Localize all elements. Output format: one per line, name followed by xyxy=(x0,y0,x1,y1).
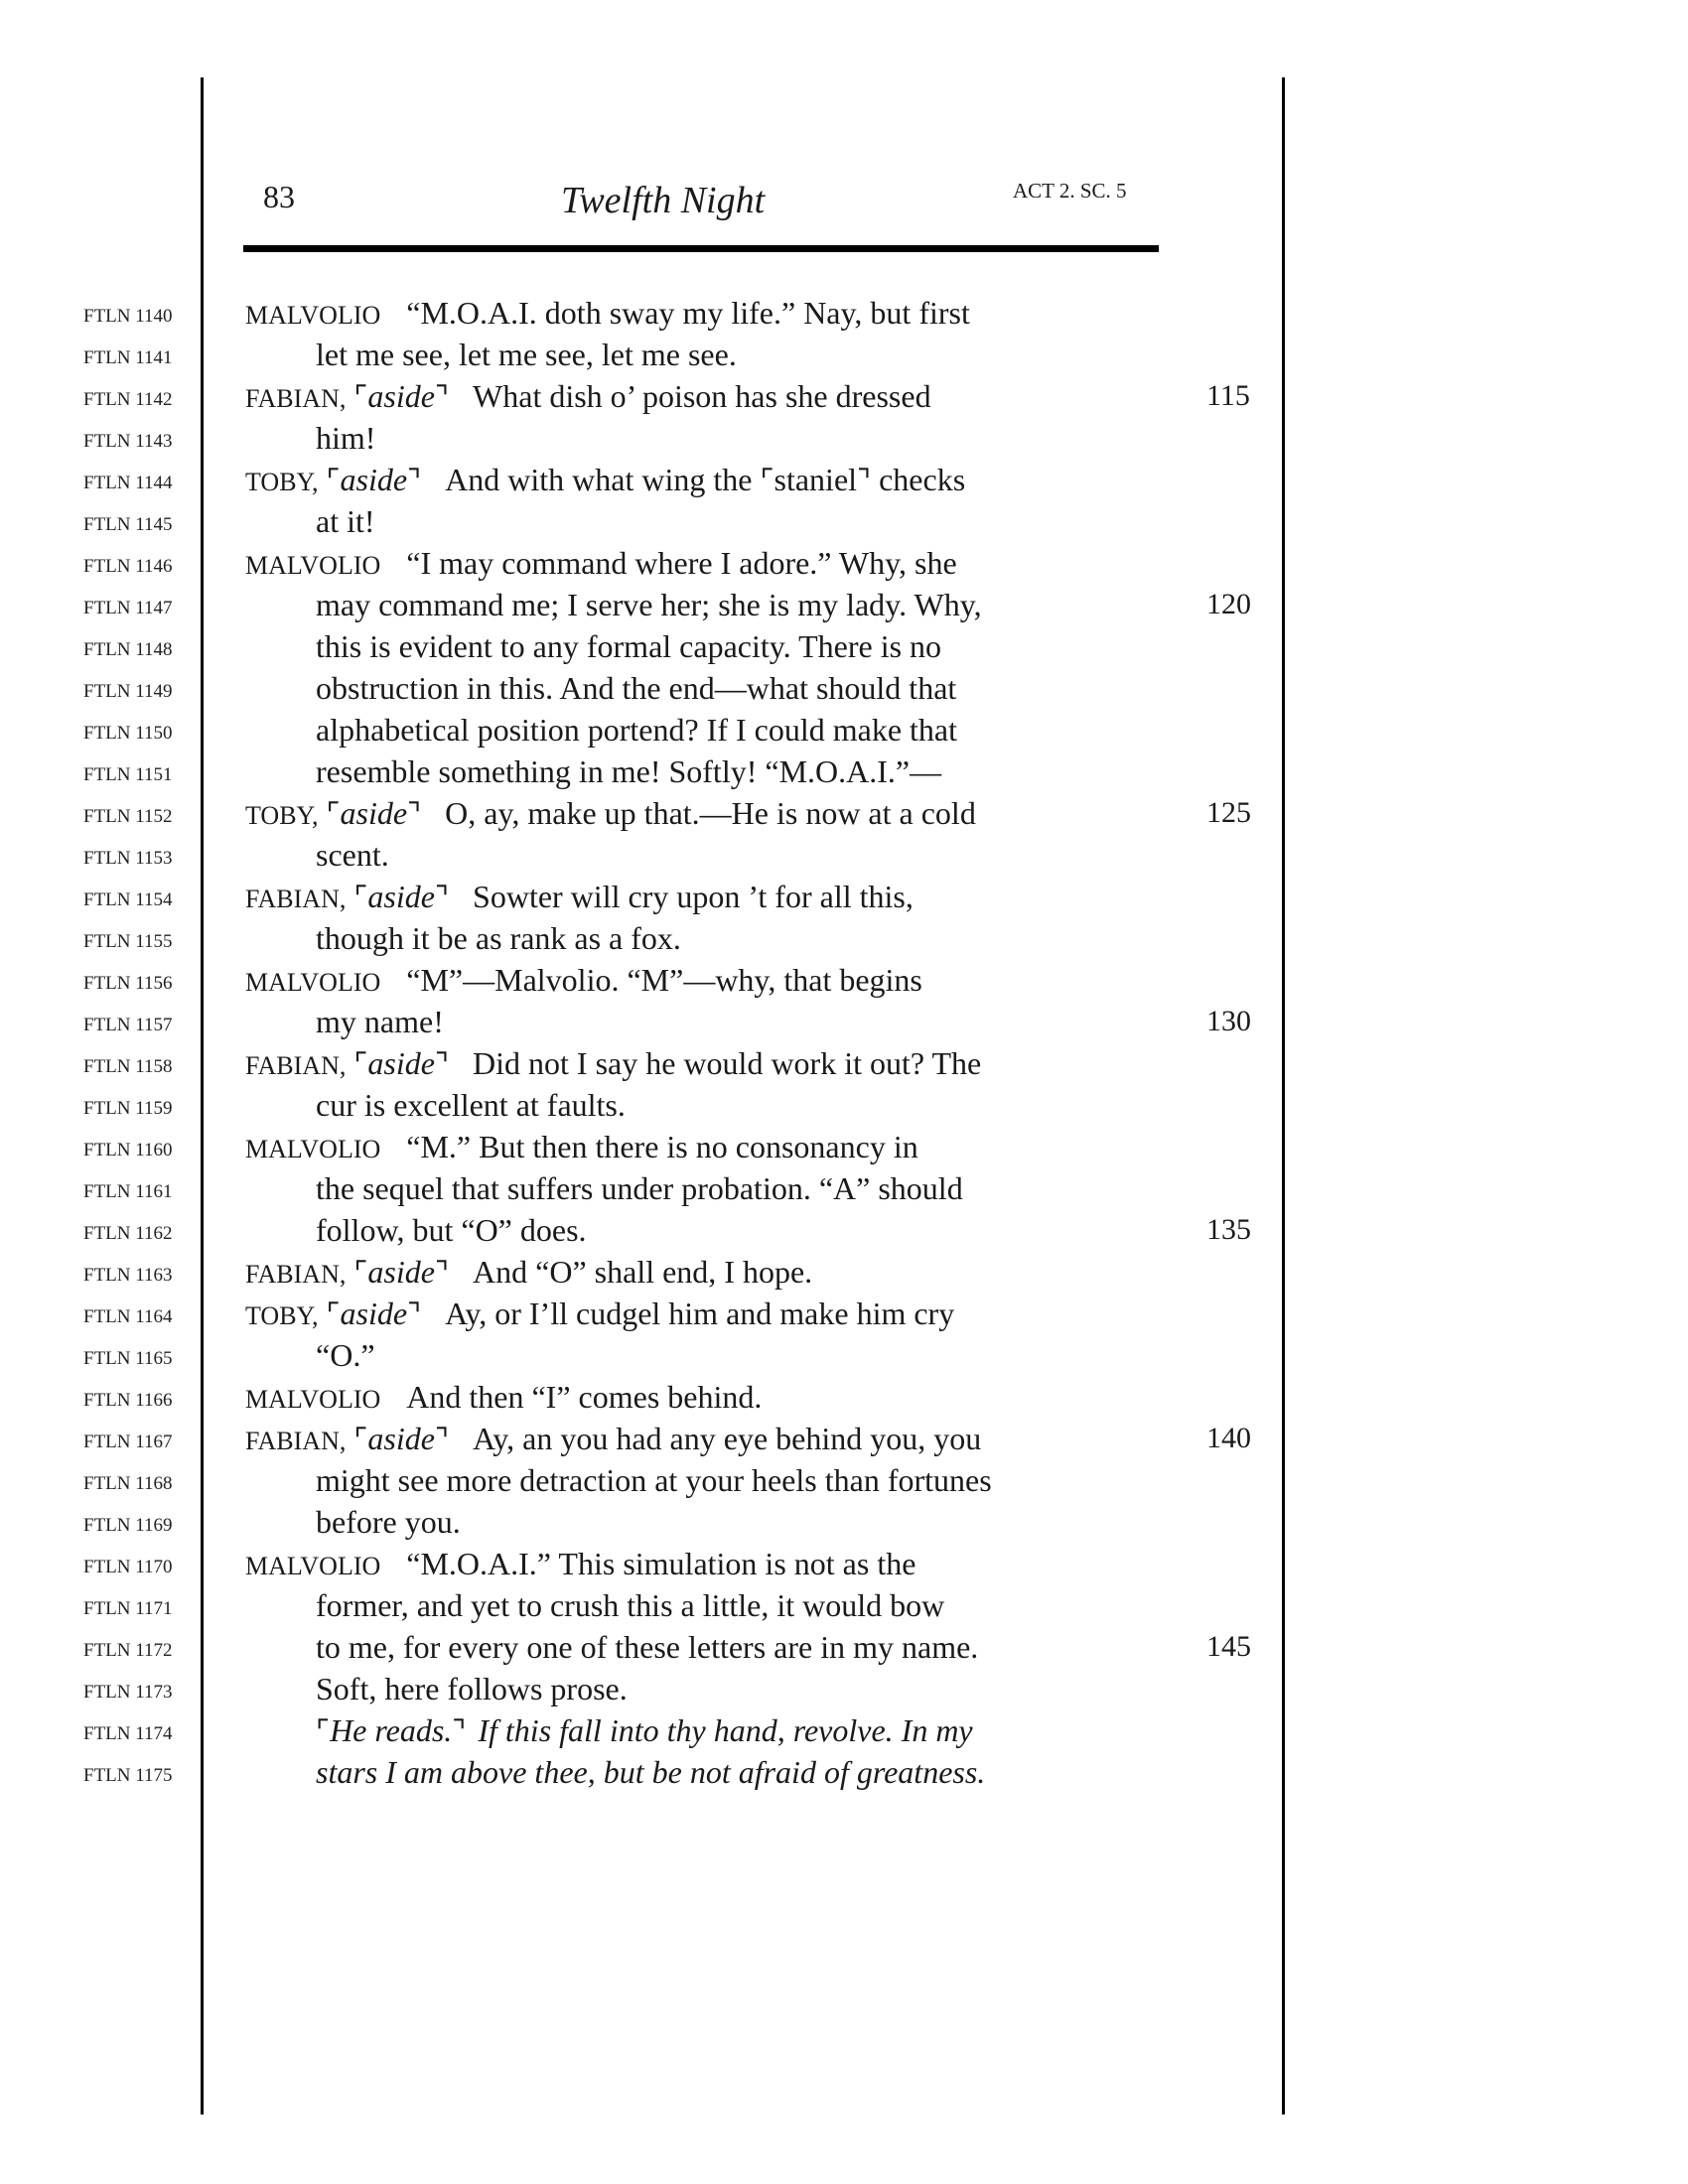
line-text: former, and yet to crush this a little, it would bow xyxy=(316,1587,945,1623)
bracket-close: ⌝ xyxy=(857,465,872,497)
line-text: before you. xyxy=(316,1504,461,1540)
ftln-number: FTLN 1140 xyxy=(83,306,173,327)
stage-direction: aside xyxy=(340,1296,408,1331)
line-text: “O.” xyxy=(316,1337,375,1373)
ftln-number: FTLN 1152 xyxy=(83,806,173,827)
emended-word: staniel xyxy=(774,462,858,497)
line-number: 140 xyxy=(1206,1422,1251,1454)
line-text: Ay, an you had any eye behind you, you xyxy=(473,1421,982,1456)
ftln-number: FTLN 1159 xyxy=(83,1098,173,1119)
ftln-number: FTLN 1163 xyxy=(83,1265,173,1286)
line-text: cur is excellent at faults. xyxy=(316,1087,626,1123)
ftln-number: FTLN 1168 xyxy=(83,1473,173,1494)
ftln-number: FTLN 1166 xyxy=(83,1390,173,1411)
script-line xyxy=(0,709,1688,751)
line-content xyxy=(316,584,982,625)
line-content xyxy=(245,1376,762,1421)
line-content xyxy=(245,1126,918,1170)
speaker-name: MALVOLIO xyxy=(245,1385,381,1414)
line-text: Sowter will cry upon ’t for all this, xyxy=(473,879,914,914)
line-content xyxy=(245,1543,915,1587)
script-line xyxy=(0,500,1688,542)
line-text: “M”—Malvolio. “M”—why, that begins xyxy=(406,962,922,998)
line-text: at it! xyxy=(316,503,375,539)
ftln-number: FTLN 1169 xyxy=(83,1515,173,1536)
play-title: Twelfth Night xyxy=(561,180,766,221)
act-scene-label: ACT 2. SC. 5 xyxy=(1013,179,1127,203)
ftln-number: FTLN 1172 xyxy=(83,1640,173,1661)
bracket-close: ⌝ xyxy=(407,1298,422,1331)
stage-direction: aside xyxy=(340,795,408,831)
script-line xyxy=(0,417,1688,459)
script-line xyxy=(0,1459,1688,1501)
bracket-open: ⌜ xyxy=(326,465,341,497)
line-text: “M.O.A.I.” This simulation is not as the xyxy=(406,1546,916,1581)
script-line xyxy=(0,292,1688,334)
line-content xyxy=(316,667,956,709)
ftln-number: FTLN 1144 xyxy=(83,473,173,493)
speaker-name: MALVOLIO xyxy=(245,1135,381,1163)
speaker-name: MALVOLIO xyxy=(245,968,381,997)
bracket-open: ⌜ xyxy=(353,381,368,414)
line-content xyxy=(245,542,957,587)
ftln-number: FTLN 1157 xyxy=(83,1015,173,1035)
script-line xyxy=(0,1501,1688,1543)
line-content xyxy=(245,1251,812,1296)
line-text: O, ay, make up that.—He is now at a cold xyxy=(445,795,976,831)
stage-direction: aside xyxy=(367,1045,435,1081)
line-number: 115 xyxy=(1206,379,1250,412)
line-text: obstruction in this. And the end—what should that xyxy=(316,670,957,706)
ftln-number: FTLN 1167 xyxy=(83,1432,173,1452)
ftln-number: FTLN 1173 xyxy=(83,1682,173,1703)
letter-text: stars I am above thee, but be not afraid of greatness. xyxy=(316,1754,986,1790)
speaker-name: MALVOLIO xyxy=(245,301,381,330)
line-text: Ay, or I’ll cudgel him and make him cry xyxy=(445,1296,955,1331)
script-line xyxy=(0,459,1688,500)
line-content xyxy=(316,1334,375,1376)
line-text: Did not I say he would work it out? The xyxy=(473,1045,982,1081)
line-content xyxy=(245,959,922,1004)
ftln-number: FTLN 1151 xyxy=(83,764,173,785)
speaker-name: FABIAN, xyxy=(245,1260,347,1289)
bracket-close: ⌝ xyxy=(434,1048,450,1081)
speaker-name: FABIAN, xyxy=(245,885,347,913)
line-content xyxy=(316,1709,973,1753)
script-line xyxy=(0,1042,1688,1084)
script-line xyxy=(0,1709,1688,1751)
line-content xyxy=(316,500,375,542)
script-line xyxy=(0,1543,1688,1584)
speaker-name: TOBY, xyxy=(245,801,319,830)
bracket-close: ⌝ xyxy=(434,381,450,414)
line-content xyxy=(316,334,737,375)
line-text: checks xyxy=(871,462,966,497)
ftln-number: FTLN 1165 xyxy=(83,1348,173,1369)
line-number: 120 xyxy=(1206,588,1251,620)
line-content xyxy=(245,292,970,337)
line-text: him! xyxy=(316,420,376,456)
line-content xyxy=(316,1084,626,1126)
stage-direction: aside xyxy=(340,462,408,497)
line-content xyxy=(316,1751,985,1793)
line-text: Soft, here follows prose. xyxy=(316,1671,628,1706)
stage-direction: aside xyxy=(367,1254,435,1290)
speaker-name: TOBY, xyxy=(245,468,319,496)
bracket-open: ⌜ xyxy=(353,882,368,914)
line-text: might see more detraction at your heels than fortunes xyxy=(316,1462,992,1498)
line-number: 135 xyxy=(1206,1213,1251,1246)
line-text: “M.O.A.I. doth sway my life.” Nay, but first xyxy=(406,295,970,331)
line-text: And with what wing the xyxy=(445,462,761,497)
ftln-number: FTLN 1149 xyxy=(83,681,173,702)
script-line xyxy=(0,1251,1688,1293)
script-line xyxy=(0,876,1688,917)
bracket-close: ⌝ xyxy=(434,1424,450,1456)
script-line xyxy=(0,1293,1688,1334)
line-content xyxy=(316,417,375,459)
page-number: 83 xyxy=(263,179,295,214)
ftln-number: FTLN 1150 xyxy=(83,723,173,744)
ftln-number: FTLN 1161 xyxy=(83,1181,173,1202)
script-line xyxy=(0,917,1688,959)
script-line xyxy=(0,625,1688,667)
letter-text: If this fall into thy hand, revolve. In my xyxy=(478,1712,973,1748)
ftln-number: FTLN 1146 xyxy=(83,556,173,577)
ftln-number: FTLN 1143 xyxy=(83,431,173,452)
script-line xyxy=(0,1418,1688,1459)
speaker-name: FABIAN, xyxy=(245,1051,347,1080)
line-content xyxy=(316,625,941,667)
line-content xyxy=(316,834,389,876)
bracket-open: ⌜ xyxy=(353,1048,368,1081)
script-line xyxy=(0,584,1688,625)
script-line xyxy=(0,1167,1688,1209)
ftln-number: FTLN 1147 xyxy=(83,598,173,618)
line-content xyxy=(316,1626,978,1668)
line-text: to me, for every one of these letters are in my name. xyxy=(316,1629,979,1665)
bracket-open: ⌜ xyxy=(326,798,341,831)
line-content xyxy=(245,876,914,920)
ftln-number: FTLN 1141 xyxy=(83,347,173,368)
ftln-number: FTLN 1153 xyxy=(83,848,173,869)
script-line xyxy=(0,667,1688,709)
script-line xyxy=(0,834,1688,876)
line-number: 145 xyxy=(1206,1630,1251,1663)
line-content xyxy=(316,1584,944,1626)
ftln-number: FTLN 1156 xyxy=(83,973,173,994)
bracket-close: ⌝ xyxy=(434,1257,450,1290)
script-line xyxy=(0,1626,1688,1668)
script-line xyxy=(0,959,1688,1001)
stage-direction: He reads. xyxy=(330,1712,453,1748)
ftln-number: FTLN 1158 xyxy=(83,1056,173,1077)
line-text: scent. xyxy=(316,837,389,873)
stage-direction: aside xyxy=(367,879,435,914)
line-text: this is evident to any formal capacity. There is no xyxy=(316,628,942,664)
line-content xyxy=(316,751,941,792)
script-line xyxy=(0,1209,1688,1251)
ftln-number: FTLN 1162 xyxy=(83,1223,173,1244)
script-line xyxy=(0,1084,1688,1126)
script-line xyxy=(0,1001,1688,1042)
line-text: What dish o’ poison has she dressed xyxy=(473,378,931,414)
speaker-name: FABIAN, xyxy=(245,384,347,413)
ftln-number: FTLN 1145 xyxy=(83,514,173,535)
script-line xyxy=(0,375,1688,417)
line-content xyxy=(245,792,976,837)
bracket-close: ⌝ xyxy=(452,1715,467,1748)
line-text: resemble something in me! Softly! “M.O.A.I.”— xyxy=(316,753,942,789)
line-content xyxy=(316,1001,444,1042)
bracket-close: ⌝ xyxy=(407,798,422,831)
line-content xyxy=(245,1042,981,1087)
script-line xyxy=(0,1126,1688,1167)
line-text: though it be as rank as a fox. xyxy=(316,920,681,956)
line-content xyxy=(316,1459,992,1501)
script-line xyxy=(0,1751,1688,1793)
line-content xyxy=(245,1293,954,1337)
line-text: And then “I” comes behind. xyxy=(406,1379,763,1415)
line-content xyxy=(316,1209,587,1251)
line-number: 130 xyxy=(1206,1005,1251,1037)
bracket-open: ⌜ xyxy=(353,1424,368,1456)
ftln-number: FTLN 1148 xyxy=(83,639,173,660)
line-text: may command me; I serve her; she is my lady. Why, xyxy=(316,587,982,622)
script-line xyxy=(0,751,1688,792)
speaker-name: MALVOLIO xyxy=(245,551,381,580)
script-line xyxy=(0,1376,1688,1418)
ftln-number: FTLN 1160 xyxy=(83,1140,173,1160)
line-content xyxy=(245,1418,981,1462)
ftln-number: FTLN 1174 xyxy=(83,1723,173,1744)
script-line xyxy=(0,542,1688,584)
bracket-close: ⌝ xyxy=(407,465,422,497)
line-text: “I may command where I adore.” Why, she xyxy=(406,545,957,581)
script-line xyxy=(0,792,1688,834)
line-content xyxy=(316,1668,628,1709)
bracket-open: ⌜ xyxy=(353,1257,368,1290)
line-text: And “O” shall end, I hope. xyxy=(473,1254,813,1290)
line-content xyxy=(316,709,957,751)
ftln-number: FTLN 1164 xyxy=(83,1306,173,1327)
line-text: the sequel that suffers under probation. “A” should xyxy=(316,1170,963,1206)
script-line xyxy=(0,1668,1688,1709)
header-rule xyxy=(243,245,1159,252)
line-content xyxy=(316,917,681,959)
stage-direction: aside xyxy=(367,378,435,414)
script-line xyxy=(0,334,1688,375)
script-line xyxy=(0,1334,1688,1376)
stage-direction: aside xyxy=(367,1421,435,1456)
script-line xyxy=(0,1584,1688,1626)
line-content xyxy=(316,1167,963,1209)
line-text: let me see, let me see, let me see. xyxy=(316,337,737,372)
line-text: alphabetical position portend? If I could make that xyxy=(316,712,957,748)
speaker-name: FABIAN, xyxy=(245,1427,347,1455)
bracket-close: ⌝ xyxy=(434,882,450,914)
bracket-open: ⌜ xyxy=(760,465,774,497)
line-text: “M.” But then there is no consonancy in xyxy=(406,1129,918,1164)
line-text: follow, but “O” does. xyxy=(316,1212,587,1248)
speaker-name: MALVOLIO xyxy=(245,1552,381,1580)
line-content xyxy=(316,1501,461,1543)
speaker-name: TOBY, xyxy=(245,1301,319,1330)
line-number: 125 xyxy=(1206,796,1251,829)
ftln-number: FTLN 1142 xyxy=(83,389,173,410)
ftln-number: FTLN 1175 xyxy=(83,1765,173,1786)
ftln-number: FTLN 1154 xyxy=(83,889,173,910)
ftln-number: FTLN 1155 xyxy=(83,931,173,952)
ftln-number: FTLN 1171 xyxy=(83,1598,173,1619)
line-text: my name! xyxy=(316,1004,444,1039)
line-content xyxy=(245,375,931,420)
bracket-open: ⌜ xyxy=(316,1715,331,1748)
bracket-open: ⌜ xyxy=(326,1298,341,1331)
line-content xyxy=(245,459,965,503)
ftln-number: FTLN 1170 xyxy=(83,1557,173,1577)
